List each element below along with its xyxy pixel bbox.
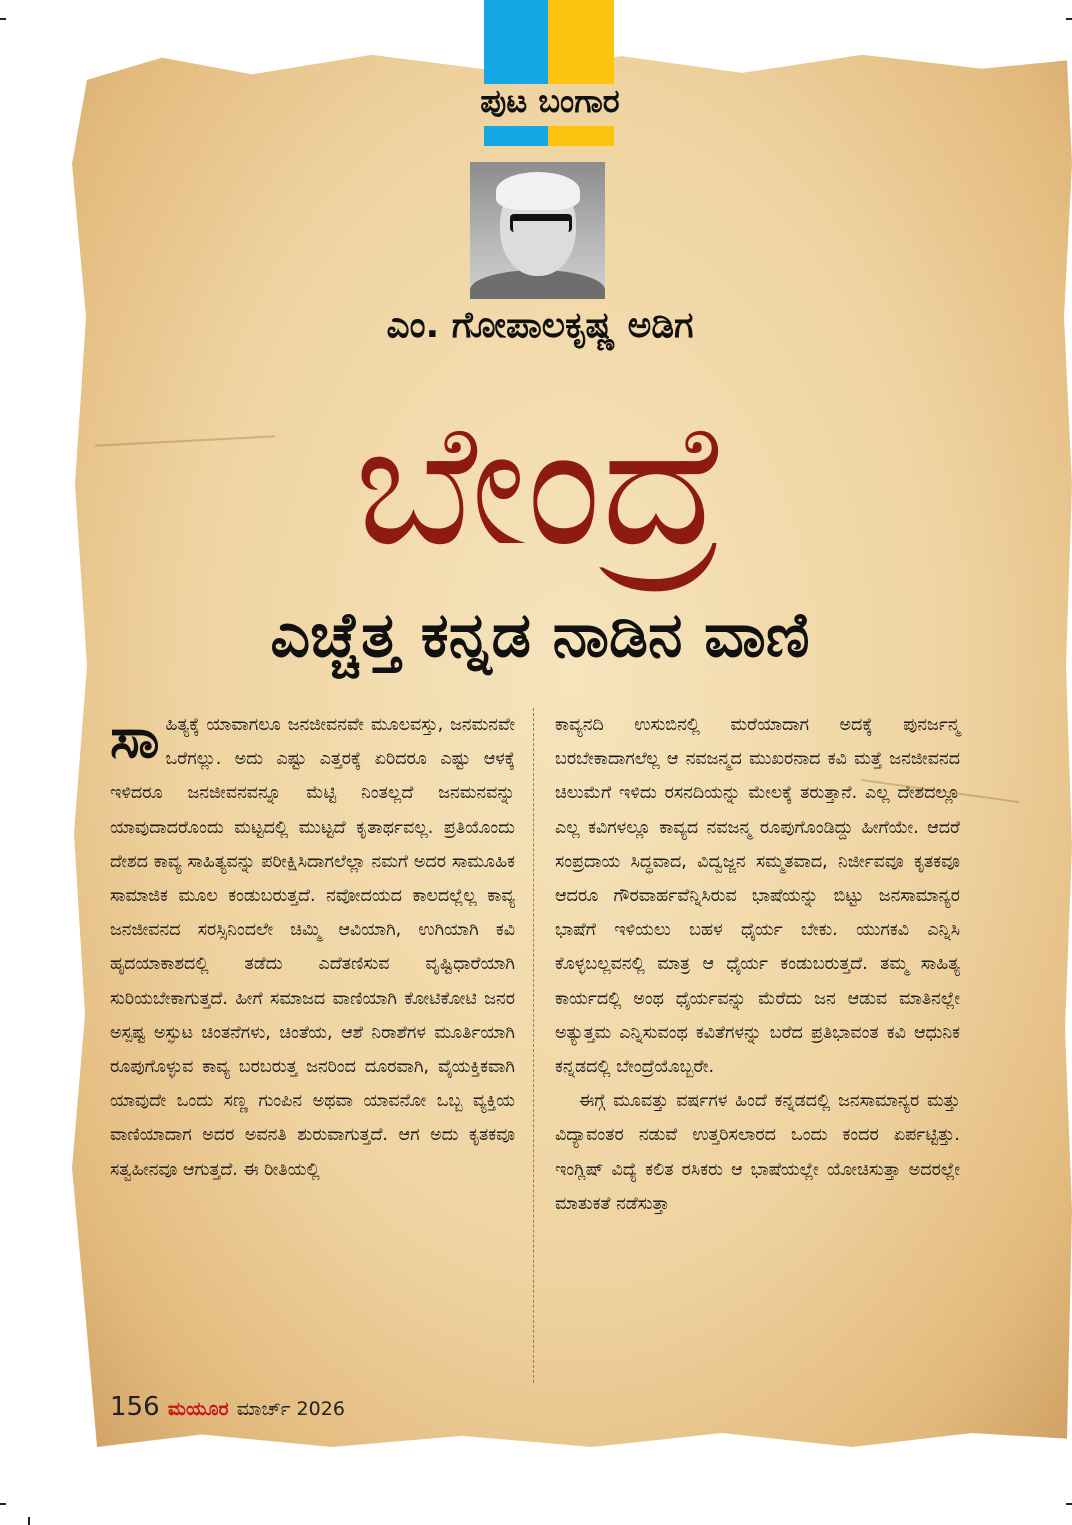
drop-cap: ಸಾ bbox=[110, 706, 160, 771]
column-divider bbox=[533, 708, 534, 1383]
section-bar-blue bbox=[484, 126, 548, 146]
left-column bbox=[110, 708, 515, 1187]
crop-mark bbox=[28, 1517, 30, 1525]
article-subtitle: ಎಚ್ಚೆತ್ತ ಕನ್ನಡ ನಾಡಿನ ವಾಣಿ bbox=[270, 598, 810, 671]
author-photo bbox=[470, 162, 605, 299]
author-name: ಎಂ. ಗೋಪಾಲಕೃಷ್ಣ ಅಡಿಗ bbox=[386, 305, 694, 346]
section-tab-yellow bbox=[548, 0, 614, 84]
magazine-name: ಮಯೂರ bbox=[167, 1398, 229, 1420]
crop-mark bbox=[0, 1503, 6, 1505]
left-column-text: ಹಿತ್ಯಕ್ಕೆ ಯಾವಾಗಲೂ ಜನಜೀವನವೇ ಮೂಲವಸ್ತು, ಜನಮನವೇ ಒರೆಗಲ್ಲು. ಅದು ಎಷ್ಟು ಎತ್ತರಕ್ಕೆ ಏರಿದರೂ ಎಷ್ಟು ಆಳಕ್ಕೆ ಇಳಿದರೂ ಜನಜೀವನವನ್ನೂ ಮೆಟ್ಟಿ ನಿಂತಲ್ಲದೆ ಜನಮನವನ್ನು ಯಾವುದಾದರೊಂದು ಮಟ್ಟದಲ್ಲಿ ಮುಟ್ಟದೆ ಕೃತಾರ್ಥವಲ್ಲ. ಪ್ರತಿಯೊಂದು ದೇಶದ ಕಾವ್ಯ ಸಾಹಿತ್ಯವನ್ನು ಪರೀಕ್ಷಿಸಿದಾಗಲೆಲ್ಲಾ ನಮಗೆ ಅದರ ಸಾಮೂಹಿಕ ಸಾಮಾಜಿಕ ಮೂಲ ಕಂಡುಬರುತ್ತದೆ. ನವೋದಯದ ಕಾಲದಲ್ಲೆಲ್ಲ ಕಾವ್ಯ ಜನಜೀವನದ ಸರಸ್ಸಿನಿಂದಲೇ ಚಿಮ್ಮಿ ಆವಿಯಾಗಿ, ಉಗಿಯಾಗಿ ಕವಿ ಹೃದಯಾಕಾಶದಲ್ಲಿ ತಡೆದು ಎದೆತಣಿಸುವ ವೃಷ್ಟಿಧಾರೆಯಾಗಿ ಸುರಿಯಬೇಕಾಗುತ್ತದೆ. ಹೀಗೆ ಸಮಾಜದ ವಾಣಿಯಾಗಿ ಕೋಟಿಕೋಟಿ ಜನರ ಅಸ್ಪಷ್ಟ ಅಸ್ಫುಟ ಚಿಂತನೆಗಳು, ಚಿಂತೆಯ, ಆಶೆ ನಿರಾಶೆಗಳ ಮೂರ್ತಿಯಾಗಿ ರೂಪುಗೊಳ್ಳುವ ಕಾವ್ಯ ಬರಬರುತ್ತ ಜನರಿಂದ ದೂರವಾಗಿ, ವೈಯಕ್ತಿಕವಾಗಿ ಯಾವುದೇ ಒಂದು ಸಣ್ಣ ಗುಂಪಿನ ಅಥವಾ ಯಾವನೋ ಒಬ್ಬ ವ್ಯಕ್ತಿಯ ವಾಣಿಯಾದಾಗ ಅದರ ಅವನತಿ ಶುರುವಾಗುತ್ತದೆ. ಆಗ ಅದು ಕೃತಕವೂ ಸತ್ವಹೀನವೂ ಆಗುತ್ತದೆ. ಈ ರೀತಿಯಲ್ಲಿ bbox=[110, 715, 515, 1180]
page-footer bbox=[110, 1392, 345, 1422]
page-number: 156 bbox=[110, 1392, 160, 1422]
section-bar-yellow bbox=[548, 126, 614, 146]
crop-mark bbox=[0, 18, 6, 20]
right-paragraph-2: ಈಗ್ಗೆ ಮೂವತ್ತು ವರ್ಷಗಳ ಹಿಂದೆ ಕನ್ನಡದಲ್ಲಿ ಜನಸಾಮಾನ್ಯರ ಮತ್ತು ವಿದ್ಯಾವಂತರ ನಡುವೆ ಉತ್ತರಿಸಲಾರದ ಒಂದು ಕಂದರ ಏರ್ಪಟ್ಟಿತ್ತು. ಇಂಗ್ಲಿಷ್ ವಿದ್ಯೆ ಕಲಿತ ರಸಿಕರು ಆ ಭಾಷೆಯಲ್ಲೇ ಯೋಚಿಸುತ್ತಾ ಅದರಲ್ಲೇ ಮಾತುಕತೆ ನಡೆಸುತ್ತಾ bbox=[555, 1091, 960, 1214]
section-tab-blue bbox=[484, 0, 548, 84]
right-paragraph-1: ಕಾವ್ಯನದಿ ಉಸುಬಿನಲ್ಲಿ ಮರೆಯಾದಾಗ ಅದಕ್ಕೆ ಪುನರ್ಜನ್ಮ ಬರಬೇಕಾದಾಗಲೆಲ್ಲ ಆ ನವಜನ್ಮದ ಮುಖರನಾದ ಕವಿ ಮತ್ತೆ ಜನಜೀವನದ ಚಿಲುಮೆಗೆ ಇಳಿದು ರಸನದಿಯನ್ನು ಮೇಲಕ್ಕೆ ತರುತ್ತಾನೆ. ಎಲ್ಲ ದೇಶದಲ್ಲೂ ಎಲ್ಲ ಕವಿಗಳಲ್ಲೂ ಕಾವ್ಯದ ನವಜನ್ಮ ರೂಪುಗೊಂಡಿದ್ದು ಹೀಗೆಯೇ. ಆದರೆ ಸಂಪ್ರದಾಯ ಸಿದ್ಧವಾದ, ವಿದ್ವಜ್ಜನ ಸಮ್ಮತವಾದ, ನಿರ್ಜೀವವೂ ಕೃತಕವೂ ಆದರೂ ಗೌರವಾರ್ಹವೆನ್ನಿಸಿರುವ ಭಾಷೆಯನ್ನು ಬಿಟ್ಟು ಜನಸಾಮಾನ್ಯರ ಭಾಷೆಗೆ ಇಳಿಯಲು ಬಹಳ ಧೈರ್ಯ ಬೇಕು. ಯುಗಕವಿ ಎನ್ನಿಸಿ ಕೊಳ್ಳಬಲ್ಲವನಲ್ಲಿ ಮಾತ್ರ ಆ ಧೈರ್ಯ ಕಂಡುಬರುತ್ತದೆ. ತಮ್ಮ ಸಾಹಿತ್ಯ ಕಾರ್ಯದಲ್ಲಿ ಅಂಥ ಧೈರ್ಯವನ್ನು ಮೆರೆದು ಜನ ಆಡುವ ಮಾತಿನಲ್ಲೇ ಅತ್ಯುತ್ತಮ ಎನ್ನಿಸುವಂಥ ಕವಿತೆಗಳನ್ನು ಬರೆದ ಪ್ರತಿಭಾವಂತ ಕವಿ ಆಧುನಿಕ ಕನ್ನಡದಲ್ಲಿ ಬೇಂದ್ರೆಯೊಬ್ಬರೇ. bbox=[555, 715, 960, 1078]
right-column bbox=[555, 708, 960, 1221]
issue-date: ಮಾರ್ಚ್ 2026 bbox=[236, 1398, 345, 1420]
section-title: ಪುಟ ಬಂಗಾರ bbox=[480, 82, 620, 120]
article-title: ಬೇಂದ್ರೆ bbox=[354, 386, 726, 584]
crop-mark bbox=[1066, 18, 1072, 20]
left-paragraph bbox=[110, 708, 515, 1187]
crop-mark bbox=[1066, 1503, 1072, 1505]
